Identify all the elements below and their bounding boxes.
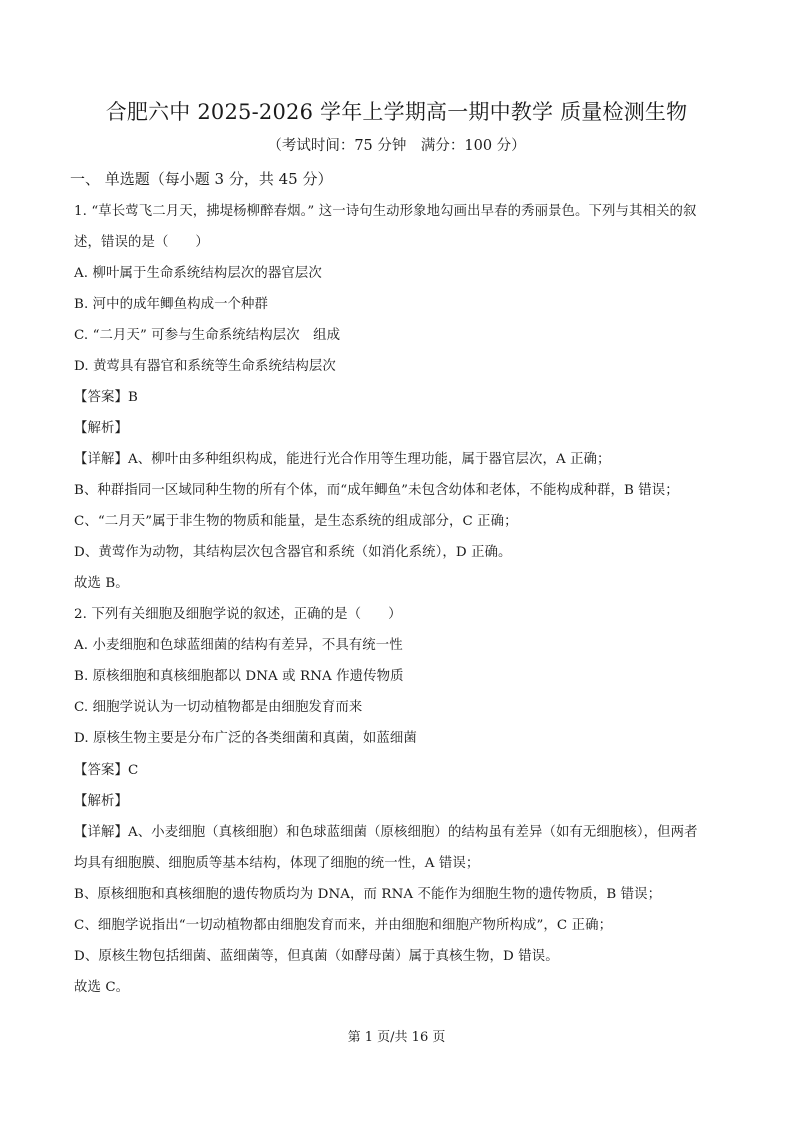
page-number: 第 1 页/共 16 页 [347,1030,446,1045]
question-1-option-a: A. 柳叶属于生命系统结构层次的器官层次 [74,266,322,281]
question-1-option-d: D. 黄莺具有器官和系统等生命系统结构层次 [74,359,336,374]
question-1-stem-cont: 述，错误的是（ ） [74,235,209,250]
exam-subtitle: （考试时间：75 分钟 满分：100 分） [267,138,526,154]
question-1-conclusion: 故选 B。 [74,576,129,591]
question-2-explanation-a: 【详解】A、小麦细胞（真核细胞）和色球蓝细菌（原核细胞）的结构虽有差异（如有无细胞核），但两者 [74,825,698,840]
question-2-explanation-d: D、原核生物包括细菌、蓝细菌等，但真菌（如酵母菌）属于真核生物，D 错误。 [74,949,559,964]
section-heading: 一、 单选题（每小题 3 分，共 45 分） [70,170,333,188]
exam-title: 合肥六中 2025-2026 学年上学期高一期中教学 质量检测生物 [105,100,688,124]
question-2-answer: 【答案】C [74,763,139,778]
question-1-explanation-c: C、“二月天”属于非生物的物质和能量，是生态系统的组成部分，C 正确； [74,514,518,529]
question-2-option-a: A. 小麦细胞和色球蓝细菌的结构有差异，不具有统一性 [74,638,403,653]
question-1-explanation-a: 【详解】A、柳叶由多种组织构成，能进行光合作用等生理功能，属于器官层次，A 正确； [74,452,611,467]
question-1-explanation-d: D、黄莺作为动物，其结构层次包含器官和系统（如消化系统），D 正确。 [74,545,512,560]
question-1-explanation-b: B、种群指同一区域同种生物的所有个体，而“成年鲫鱼”未包含幼体和老体，不能构成种群，B 错误； [74,483,679,498]
question-2-analysis-label: 【解析】 [74,794,128,809]
question-2-explanation-b: B、原核细胞和真核细胞的遗传物质均为 DNA，而 RNA 不能作为细胞生物的遗传物质，B 错误； [74,887,662,902]
question-1-analysis-label: 【解析】 [74,421,128,436]
question-2-option-d: D. 原核生物主要是分布广泛的各类细菌和真菌，如蓝细菌 [74,731,417,746]
question-1-answer: 【答案】B [74,390,138,405]
question-2-explanation-a-cont: 均具有细胞膜、细胞质等基本结构，体现了细胞的统一性，A 错误； [74,856,480,871]
question-1-option-b: B. 河中的成年鲫鱼构成一个种群 [74,297,269,312]
question-2-explanation-c: C、细胞学说指出“一切动植物都由细胞发育而来，并由细胞和细胞产物所构成”，C 正确； [74,918,613,933]
question-2-conclusion: 故选 C。 [74,980,130,995]
question-1-option-c: C. “二月天” 可参与生命系统结构层次 组成 [74,328,341,343]
question-1-stem: 1. “草长莺飞二月天，拂堤杨柳醉春烟。” 这一诗句生动形象地勾画出早春的秀丽景色。下列与其相关的叙 [74,204,697,219]
question-2-option-b: B. 原核细胞和真核细胞都以 DNA 或 RNA 作遗传物质 [74,669,404,684]
question-2-option-c: C. 细胞学说认为一切动植物都是由细胞发育而来 [74,700,363,715]
question-2-stem: 2. 下列有关细胞及细胞学说的叙述，正确的是（ ） [74,607,402,622]
